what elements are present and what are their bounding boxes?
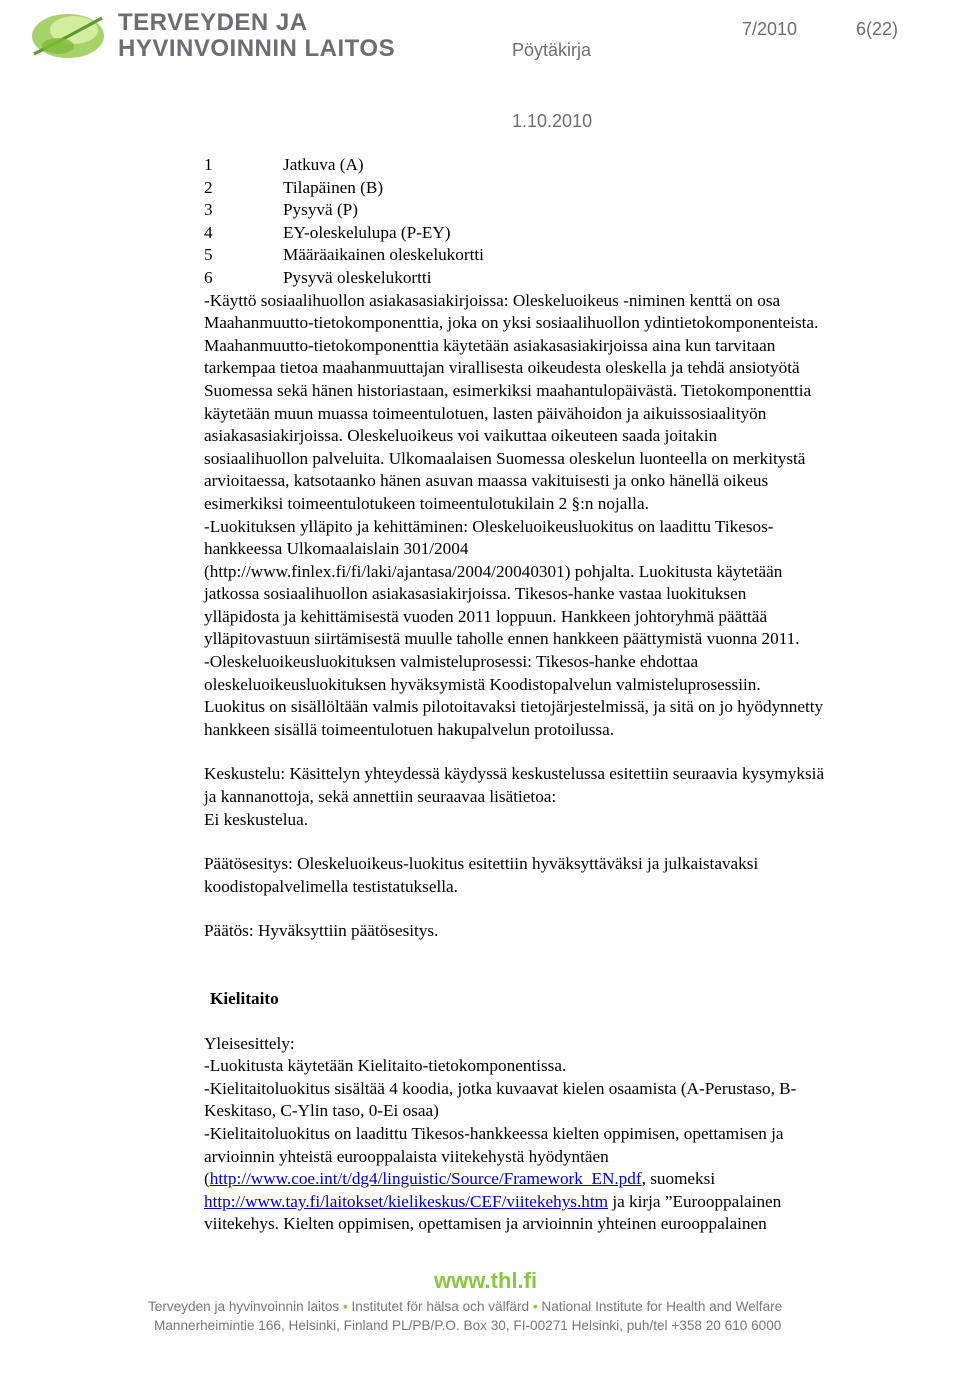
page-number: 6(22): [856, 19, 899, 39]
footer-org-names: [148, 1299, 782, 1314]
logo-line1: TERVEYDEN JA: [118, 9, 308, 36]
section-heading: Kielitaito: [210, 989, 279, 1008]
language-section: [204, 1033, 914, 1236]
body-line: ylläpitovastuun siirtämisestä muulle taholle ennen hankkeen päättymistä vuonna 2011.: [204, 629, 800, 649]
body-line: tarkempaa tietoa maahanmuuttajan virallisesta oikeudesta oleskella ja tehdä ansiotyötä: [204, 358, 800, 378]
section-line: -Kielitaitoluokitus sisältää 4 koodia, jotka kuvaavat kielen osaamista (A-Perustaso, B-: [204, 1078, 797, 1098]
list-item-text: Jatkuva (A): [283, 155, 364, 174]
footer-address: Mannerheimintie 166, Helsinki, Finland PL/PB/P.O. Box 30, FI-00271 Helsinki, puh/tel +358 20 610 6000: [154, 1318, 782, 1333]
proposal-paragraph: [204, 853, 914, 898]
coe-framework-link[interactable]: http://www.coe.int/t/dg4/linguistic/Source/Framework_EN.pdf: [209, 1169, 642, 1189]
list-item: [204, 199, 914, 222]
list-item-number: 1: [204, 155, 213, 174]
list-item: [204, 154, 914, 177]
discussion-paragraph: [204, 763, 914, 831]
logo-line2: HYVINVOINNIN LAITOS: [118, 35, 396, 62]
body-line: jatkossa sosiaalihuollon asiakasasiakirjoissa. Tikesos-hanke vastaa luokituksen: [204, 584, 747, 604]
body-line: -Oleskeluoikeusluokituksen valmisteluprosessi: Tikesos-hanke ehdottaa: [204, 652, 699, 672]
body-line: (http://www.finlex.fi/fi/laki/ajantasa/2004/20040301) pohjalta. Luokitusta käytetään: [204, 561, 783, 581]
discussion-line: Keskustelu: Käsittelyn yhteydessä käydyssä keskustelussa esitettiin seuraavia kysymyksiä: [204, 764, 825, 784]
body-line: Maahanmuutto-tietokomponenttia, joka on yksi sosiaalihuollon ydintietokomponenteista.: [204, 313, 819, 333]
section-line: viitekehys. Kielten oppimisen, opettamisen ja arvioinnin yhteinen eurooppalainen: [204, 1214, 767, 1234]
body-line: Luokitus on sisällöltään valmis pilotoitavaksi tietojärjestelmissä, ja sitä on jo hyödynnetty: [204, 697, 824, 717]
list-item-text: Määräaikainen oleskelukortti: [283, 245, 484, 265]
discussion-line: ja kannanottoja, sekä annettiin seuraavaa lisätietoa:: [204, 787, 557, 807]
body-line: hankkeessa Ulkomaalaislain 301/2004: [204, 539, 469, 559]
document-body: [204, 154, 914, 1236]
footer-url: www.thl.fi: [434, 1268, 538, 1293]
section-line: Keskitaso, C-Ylin taso, 0-Ei osaa): [204, 1101, 439, 1121]
body-line: oleskeluoikeusluokituksen hyväksymistä Koodistopalvelun valmisteluprosessiin.: [204, 674, 761, 694]
document-date: 1.10.2010: [512, 111, 593, 131]
body-line: arvioitaessa, katsotaanko hänen asuvan maassa vakituisesti ja onko hänellä oikeus: [204, 471, 769, 491]
list-item-number: 4: [204, 222, 213, 242]
usage-paragraph: [204, 290, 914, 742]
list-item-text: EY-oleskelulupa (P-EY): [283, 222, 451, 242]
list-item: [204, 244, 914, 267]
section-text: (: [204, 1169, 210, 1189]
proposal-text: Oleskeluoikeus-luokitus esitettiin hyväksyttäväksi ja julkaistavaksi: [292, 854, 759, 874]
body-line: -Luokituksen ylläpito ja kehittäminen: Oleskeluoikeusluokitus on laadittu Tikesos-: [204, 516, 774, 536]
list-item: [204, 177, 914, 200]
section-line: Yleisesittely:: [204, 1033, 295, 1053]
body-line: sosiaalihuollon palveluita. Ulkomaalaisen Suomessa oleskelun luonteella on merkitystä: [204, 448, 806, 468]
list-item-number: 5: [204, 245, 213, 265]
body-line: ylläpidosta ja kehittämisestä vuoden 2011 loppuun. Hankkeen johtoryhmä päättää: [204, 606, 768, 626]
proposal-label: Päätösesitys:: [204, 854, 293, 874]
section-line: -Kielitaitoluokitus on laadittu Tikesos-hankkeessa kielten oppimisen, opettamisen ja: [204, 1123, 784, 1143]
list-item-number: 3: [204, 200, 213, 220]
logo-wordmark: [118, 10, 395, 62]
decision-text: Hyväksyttiin päätösesitys.: [253, 921, 439, 941]
body-line: käytetään muun muassa toimeentulotuen, lasten päivähoidon ja aikuissosiaalityön: [204, 403, 767, 423]
list-item-text: Pysyvä oleskelukortti: [283, 267, 432, 287]
footer-separator: •: [342, 1299, 348, 1314]
footer-org-sv: Institutet för hälsa och välfärd: [351, 1299, 530, 1314]
list-item-number: 2: [204, 177, 213, 197]
residence-code-list: [204, 154, 914, 290]
body-line: hankkeen sisällä toimeentulotuen hakupalvelun protoilussa.: [204, 719, 615, 739]
decision-label: Päätös:: [204, 921, 254, 941]
footer-org-en: National Institute for Health and Welfare: [541, 1299, 783, 1314]
section-line: -Luokitusta käytetään Kielitaito-tietokomponentissa.: [204, 1056, 567, 1076]
body-line: -Käyttö sosiaalihuollon asiakasasiakirjoissa: Oleskeluoikeus -niminen kenttä on osa: [204, 290, 781, 310]
list-item: [204, 222, 914, 245]
footer-separator: •: [532, 1299, 538, 1314]
discussion-line: Ei keskustelua.: [204, 809, 309, 829]
list-item: [204, 267, 914, 290]
decision-paragraph: [204, 920, 914, 943]
section-text: , suomeksi: [641, 1169, 716, 1189]
list-item-number: 6: [204, 267, 213, 287]
proposal-line: koodistopalvelimella testistatuksella.: [204, 876, 458, 896]
document-title: Pöytäkirja: [512, 40, 592, 60]
body-line: esimerkiksi toimeentulotukeen toimeentulotukilain 2 §:n nojalla.: [204, 493, 649, 513]
tay-viitekehys-link[interactable]: http://www.tay.fi/laitokset/kielikeskus/CEF/viitekehys.htm: [204, 1191, 609, 1211]
body-line: Suomessa sekä hänen historiastaan, esimerkiksi maahantulopäivästä. Tietokomponenttia: [204, 380, 812, 400]
list-item-text: Tilapäinen (B): [283, 177, 384, 197]
document-number: 7/2010: [742, 19, 798, 39]
section-line: arvioinnin yhteistä eurooppalaista viitekehystä hyödyntäen: [204, 1146, 609, 1166]
body-line: Maahanmuutto-tietokomponenttia käytetään asiakasasiakirjoissa aina kun tarvitaan: [204, 335, 776, 355]
list-item-text: Pysyvä (P): [283, 200, 358, 220]
footer-org-fi: Terveyden ja hyvinvoinnin laitos: [148, 1299, 340, 1314]
section-text: ja kirja ”Eurooppalainen: [608, 1191, 782, 1211]
thl-logo-icon: [28, 6, 108, 66]
body-line: asiakasasiakirjoissa. Oleskeluoikeus voi vaikuttaa oikeuteen saada joitakin: [204, 426, 718, 446]
